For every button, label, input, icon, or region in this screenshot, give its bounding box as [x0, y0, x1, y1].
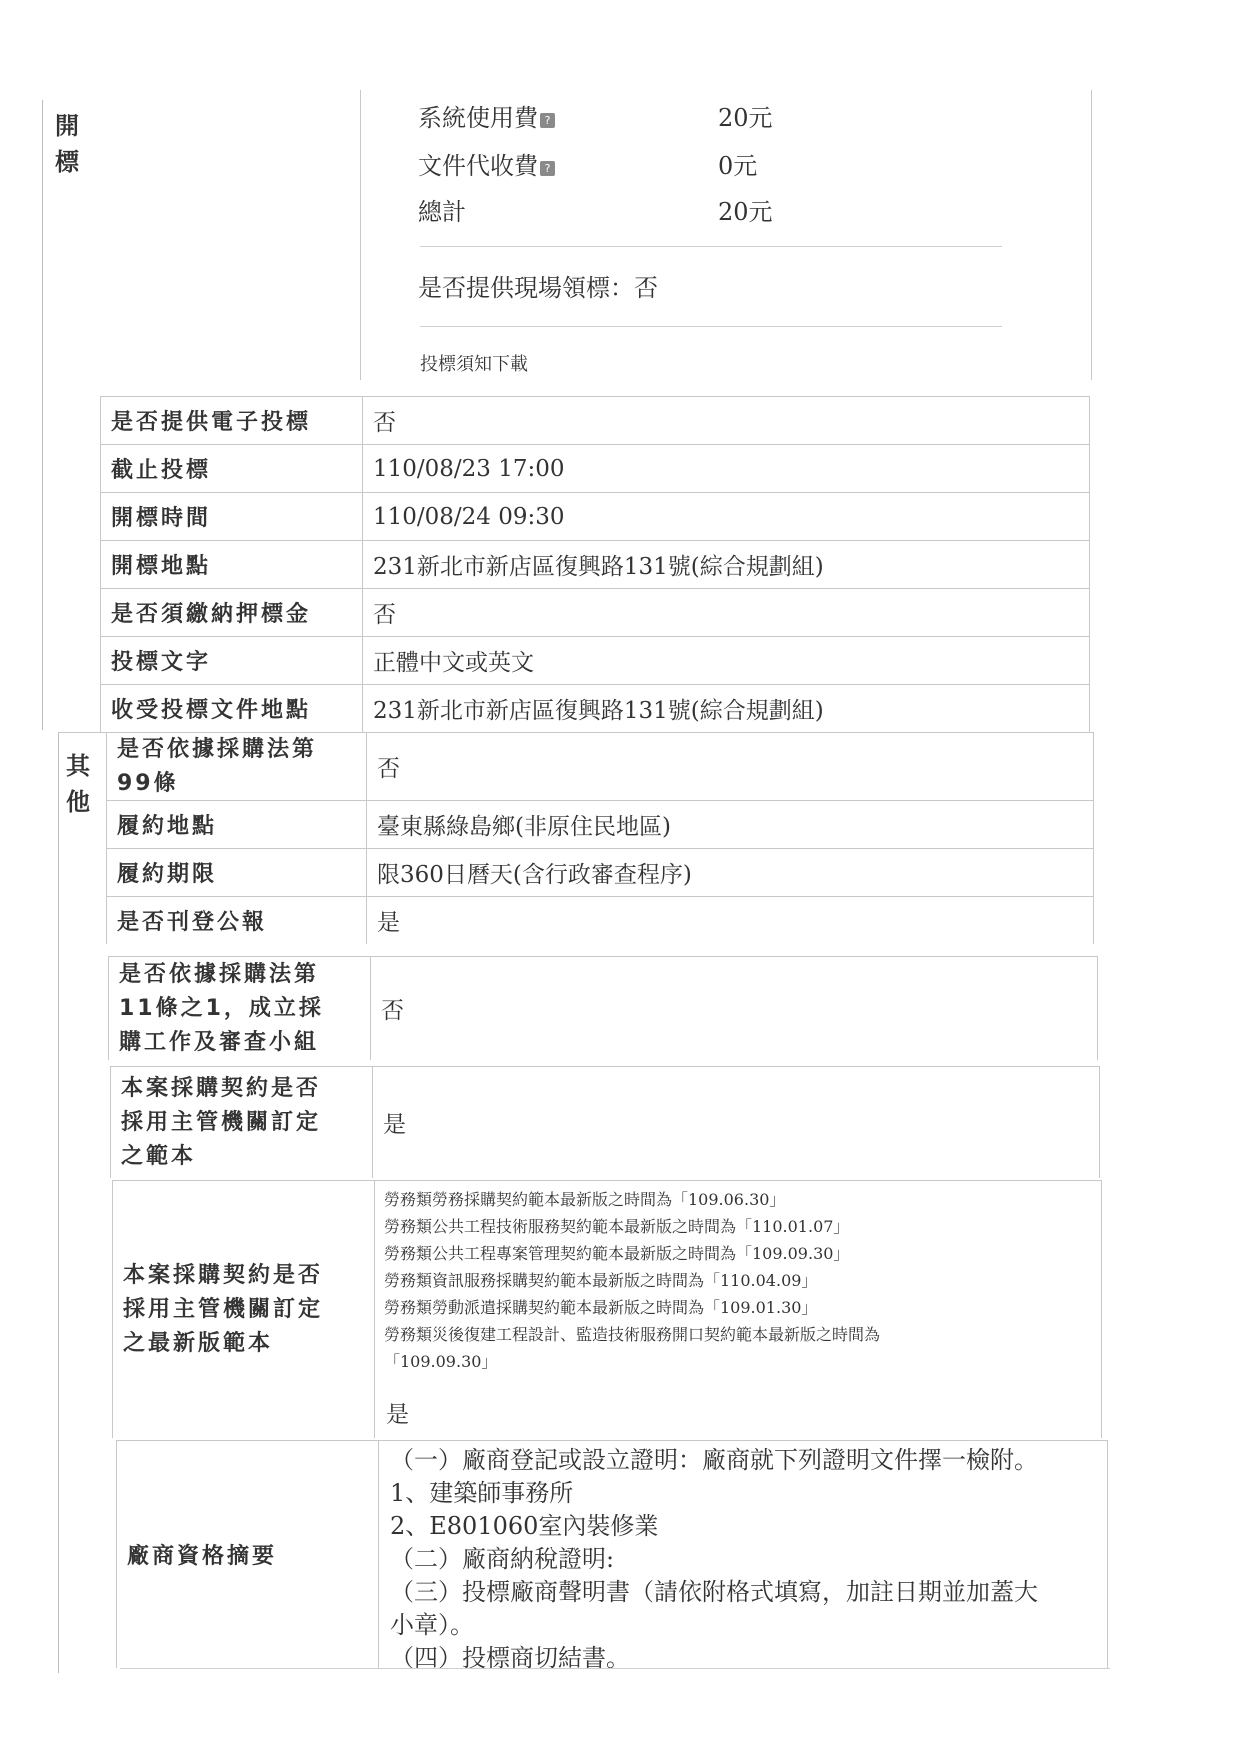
qualification-line: 2、E801060室內裝修業: [390, 1512, 659, 1540]
section-other-text: 其他: [66, 752, 90, 816]
label-qualification: 廠商資格摘要: [116, 1440, 378, 1668]
value-template: 是: [372, 1066, 1100, 1178]
fee-amount: 20元: [718, 198, 773, 226]
label-art99: [106, 732, 366, 800]
label-line: 之範本: [121, 1143, 197, 1169]
value-e-tender: 否: [362, 396, 1090, 444]
value-latest-template: 是: [386, 1402, 409, 1428]
label-deadline: 截止投標: [100, 444, 362, 492]
label-line: 11條之1，成立採: [119, 995, 324, 1021]
label-bid-bond: 是否須繳納押標金: [100, 588, 362, 636]
value-period: 限360日曆天(含行政審查程序): [366, 848, 1094, 896]
fee-name: 文件代收費: [418, 152, 538, 180]
section-other: [58, 732, 107, 1673]
value-deadline: 110/08/23 17:00: [362, 444, 1090, 492]
fee-row-system: [418, 98, 818, 134]
fee-name: 總計: [418, 198, 466, 226]
value-opening-time: 110/08/24 09:30: [362, 492, 1090, 540]
label-line: 本案採購契約是否: [123, 1262, 324, 1288]
template-version-line: 勞務類公共工程專案管理契約範本最新版之時間為「109.09.30」: [384, 1244, 850, 1263]
label-line: 之最新版範本: [123, 1330, 274, 1356]
label-e-tender: 是否提供電子投標: [100, 396, 362, 444]
label-opening-place: 開標地點: [100, 540, 362, 588]
fee-row-document: [418, 146, 818, 182]
section-opening-label: [52, 108, 82, 180]
label-latest-template: [112, 1180, 374, 1438]
template-version-list: [384, 1186, 1084, 1375]
tender-notice-download-link[interactable]: 投標須知下載: [420, 354, 528, 375]
template-version-line: 勞務類公共工程技術服務契約範本最新版之時間為「110.01.07」: [384, 1217, 850, 1236]
value-art99: 否: [366, 732, 1094, 800]
label-line: 採用主管機關訂定: [123, 1296, 324, 1322]
qualification-line: （二）廠商納稅證明:: [390, 1545, 615, 1573]
label-line: 採用主管機關訂定: [121, 1109, 322, 1135]
label-line: 99條: [117, 770, 179, 796]
fee-amount: 20元: [718, 104, 773, 132]
download-row: [420, 350, 720, 378]
qualification-line: 小章）。: [390, 1611, 474, 1639]
table-bottom-border: [120, 1668, 1110, 1669]
label-bid-language: 投標文字: [100, 636, 362, 684]
qualification-line: 1、建築師事務所: [390, 1479, 574, 1507]
template-version-line: 勞務類勞務採購契約範本最新版之時間為「109.06.30」: [384, 1190, 786, 1209]
onsite-pickup: [418, 268, 918, 304]
value-art11: 否: [370, 956, 1098, 1060]
label-gazette: 是否刊登公報: [106, 896, 366, 944]
qualification-line: （四）投標商切結書。: [390, 1644, 630, 1672]
qualification-line: （一）廠商登記或設立證明：廠商就下列證明文件擇一檢附。: [390, 1446, 1038, 1474]
qualification-list: [390, 1444, 1100, 1675]
label-period: 履約期限: [106, 848, 366, 896]
label-line: 本案採購契約是否: [121, 1075, 322, 1101]
label-art11: [108, 956, 370, 1060]
fee-amount: 0元: [718, 152, 758, 180]
value-doc-receive-place: 231新北市新店區復興路131號(綜合規劃組): [362, 684, 1090, 732]
divider: [420, 246, 1002, 247]
onsite-pickup-text: 是否提供現場領標：否: [418, 274, 658, 302]
qualification-line: （三）投標廠商聲明書（請依附格式填寫，加註日期並加蓋大: [390, 1578, 1038, 1606]
label-doc-receive-place: 收受投標文件地點: [100, 684, 362, 732]
help-icon[interactable]: ?: [540, 161, 555, 176]
section-opening: [42, 100, 103, 730]
label-line: 購工作及審查小組: [119, 1029, 320, 1055]
value-location: 臺東縣綠島鄉(非原住民地區): [366, 800, 1094, 848]
fee-name: 系統使用費: [418, 104, 538, 132]
label-location: 履約地點: [106, 800, 366, 848]
template-version-line: 勞務類災後復建工程設計、監造技術服務開口契約範本最新版之時間為: [384, 1325, 881, 1344]
label-opening-time: 開標時間: [100, 492, 362, 540]
section-other-label: [63, 748, 93, 820]
fee-row-total: [418, 192, 818, 228]
value-bid-language: 正體中文或英文: [362, 636, 1090, 684]
template-version-line: 「109.09.30」: [384, 1352, 498, 1371]
value-opening-place: 231新北市新店區復興路131號(綜合規劃組): [362, 540, 1090, 588]
help-icon[interactable]: ?: [540, 113, 555, 128]
label-template: [110, 1066, 372, 1178]
label-line: 是否依據採購法第: [119, 961, 320, 987]
template-version-line: 勞務類資訊服務採購契約範本最新版之時間為「110.04.09」: [384, 1271, 818, 1290]
value-bid-bond: 否: [362, 588, 1090, 636]
divider: [420, 326, 1002, 327]
section-opening-text: 開標: [55, 112, 79, 176]
template-version-line: 勞務類勞動派遣採購契約範本最新版之時間為「109.01.30」: [384, 1298, 818, 1317]
label-line: 是否依據採購法第: [117, 736, 318, 762]
value-gazette: 是: [366, 896, 1094, 944]
